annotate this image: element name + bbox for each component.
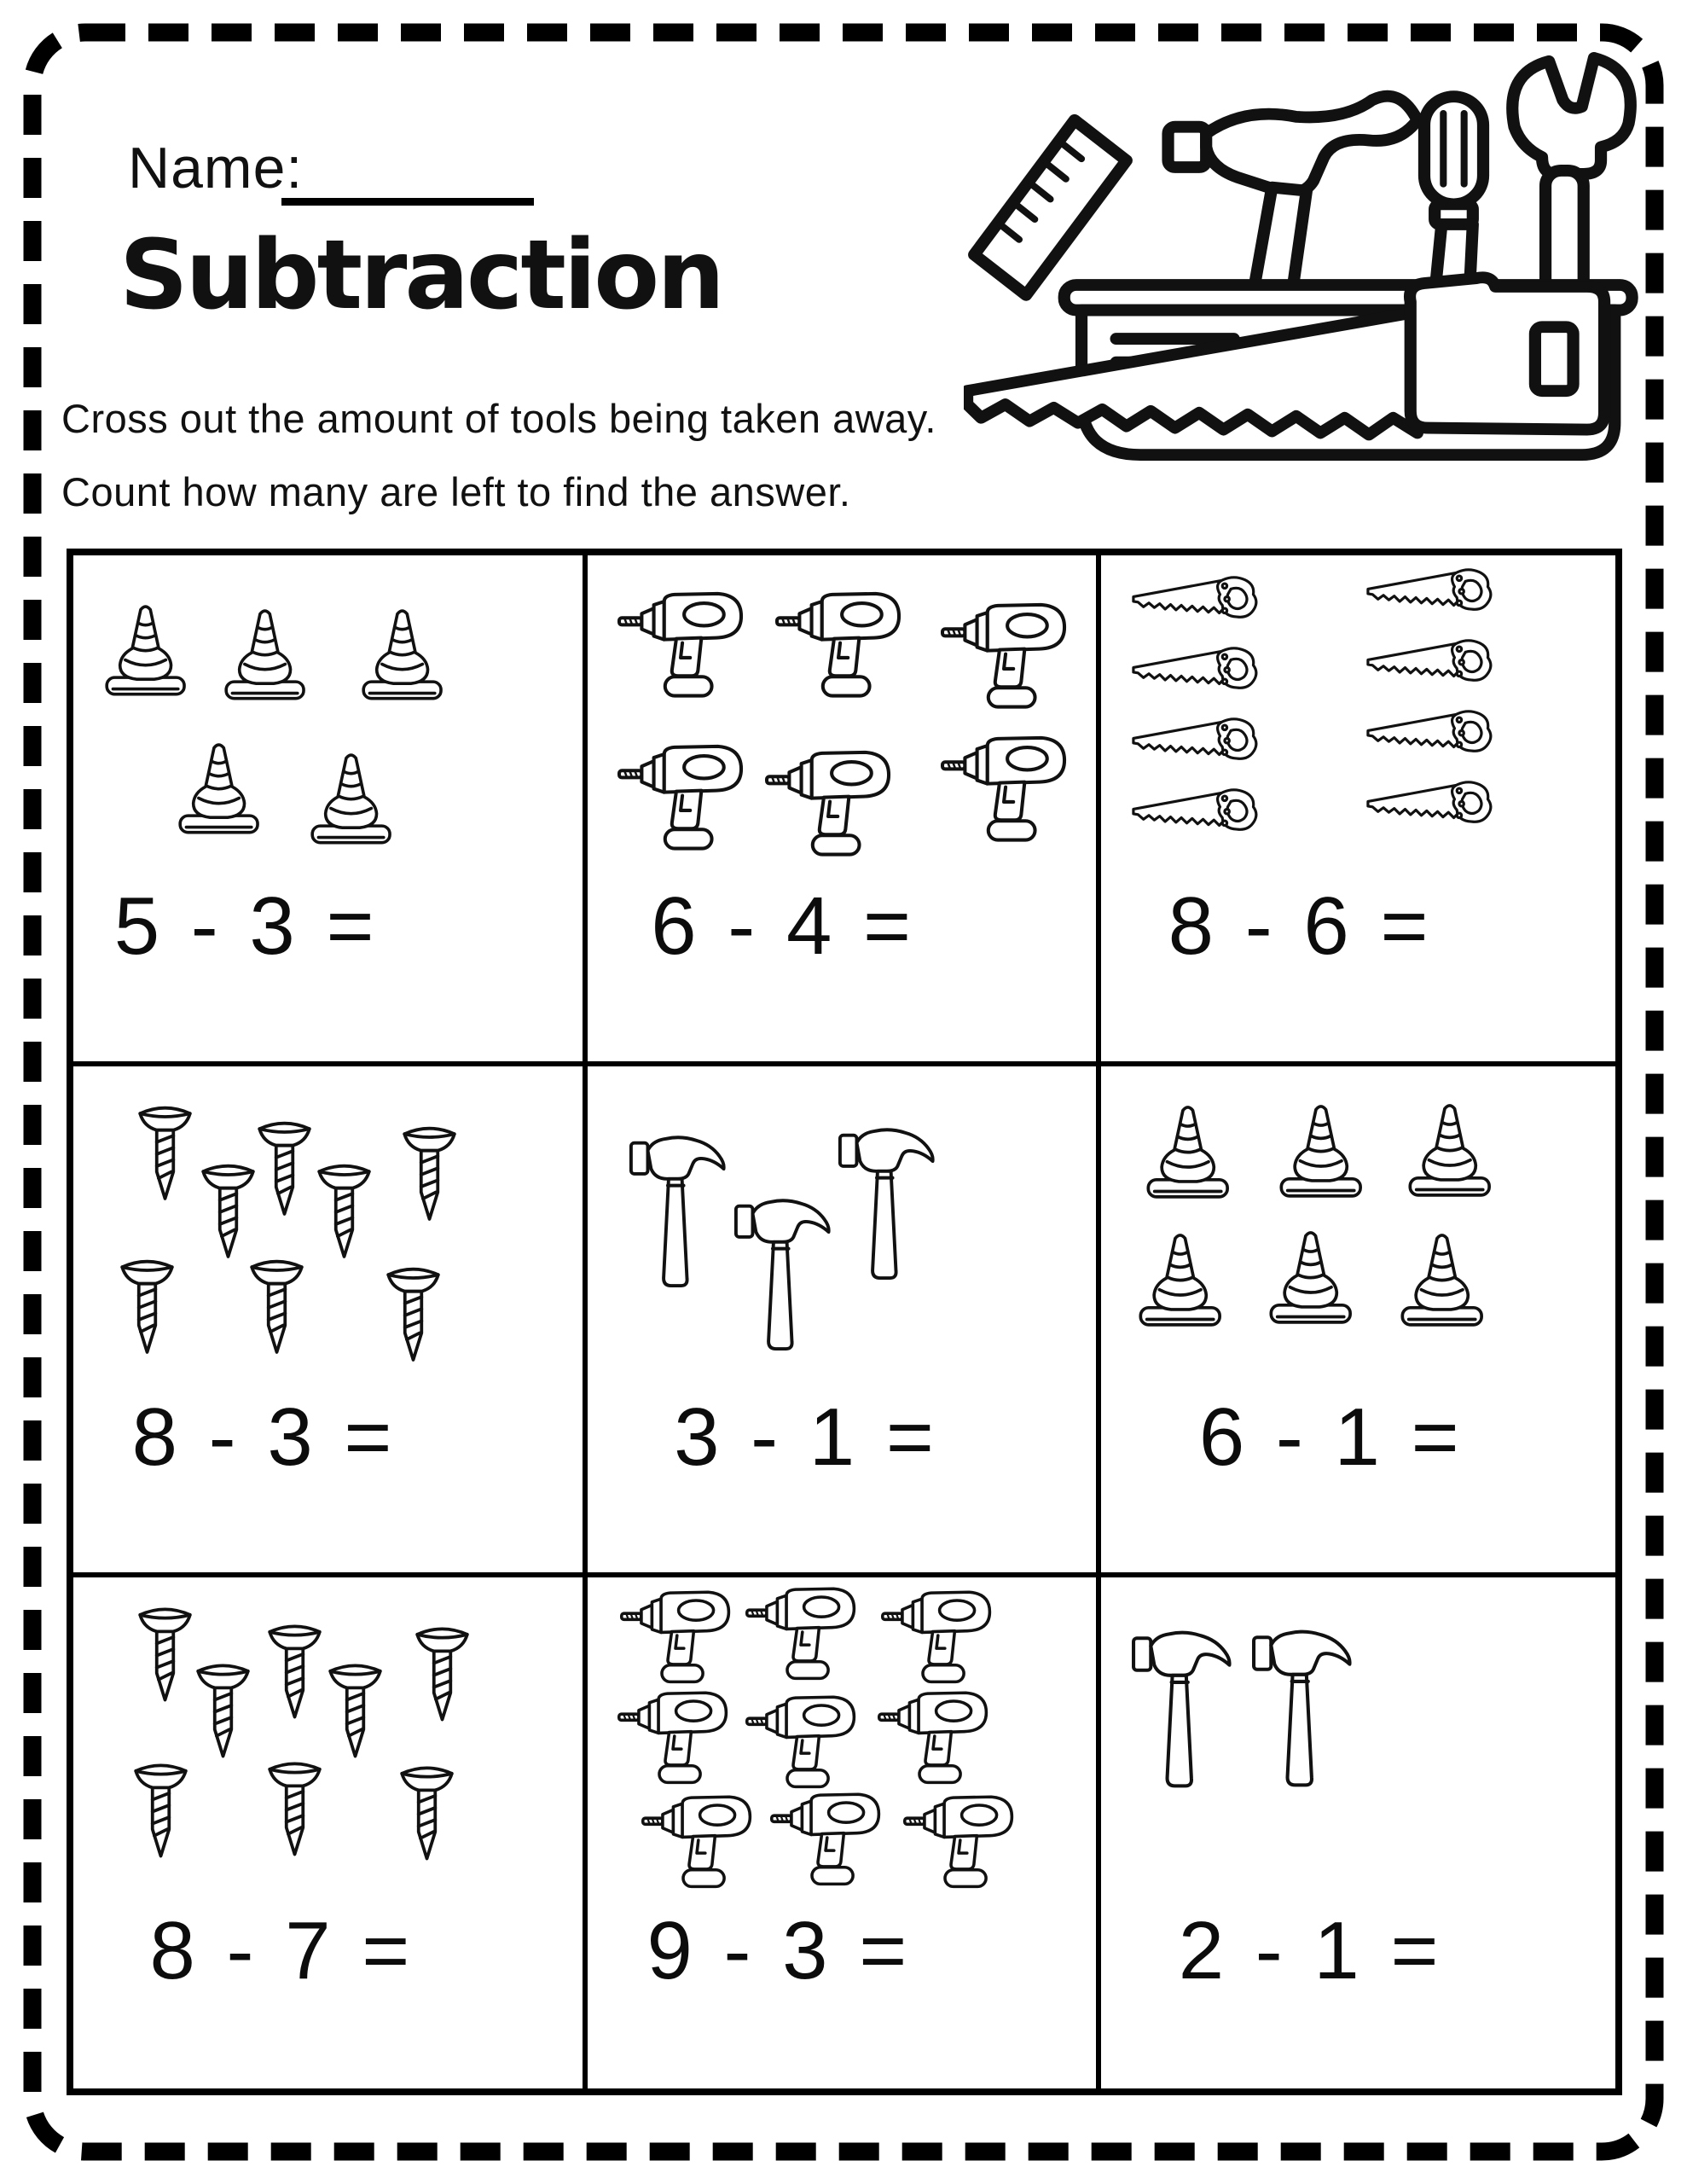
traffic-cone-icon — [1135, 1223, 1225, 1336]
drill-icon — [881, 1588, 995, 1685]
drill-icon — [620, 1588, 734, 1685]
hammer-icon — [628, 1114, 732, 1310]
problem-cell-9 — [1101, 1577, 1615, 2088]
equation: 3 - 1 = — [674, 1391, 938, 1483]
screw-icon — [328, 1652, 383, 1770]
screw-icon — [137, 1095, 193, 1212]
problem-cell-3 — [1101, 555, 1615, 1066]
screw-icon — [399, 1754, 455, 1873]
drill-icon — [617, 587, 747, 700]
equation: 9 - 3 = — [646, 1905, 912, 1997]
saw-icon — [1359, 639, 1503, 705]
screw-icon — [137, 1595, 193, 1714]
equation: 6 - 1 = — [1198, 1391, 1464, 1483]
drill-icon — [765, 746, 895, 859]
drill-icon — [745, 1584, 860, 1682]
traffic-cone-icon — [1143, 1095, 1232, 1208]
traffic-cone-icon — [101, 587, 189, 713]
drill-icon — [770, 1790, 884, 1887]
instructions-line-1: Cross out the amount of tools being taken away. — [61, 396, 936, 441]
traffic-cone-icon — [358, 591, 446, 717]
equation: 6 - 4 = — [651, 880, 916, 972]
drill-icon — [903, 1792, 1017, 1890]
page-title: Subtraction — [119, 220, 722, 331]
drill-icon — [617, 1688, 732, 1786]
traffic-cone-icon — [1397, 1223, 1487, 1336]
screw-icon — [267, 1750, 322, 1868]
traffic-cone-icon — [1266, 1221, 1355, 1333]
equation: 8 - 3 = — [131, 1391, 397, 1483]
problem-cell-1 — [73, 555, 588, 1066]
name-row — [128, 135, 303, 201]
hammer-icon — [1130, 1612, 1238, 1807]
traffic-cone-icon — [1405, 1094, 1494, 1206]
drill-icon — [941, 598, 1070, 712]
saw-icon — [1124, 576, 1268, 642]
equation: 2 - 1 = — [1178, 1905, 1443, 1997]
toolbox-with-tools-icon — [964, 49, 1656, 520]
screw-icon — [200, 1153, 256, 1270]
screw-icon — [195, 1652, 251, 1770]
hammer-icon — [733, 1177, 837, 1373]
screw-icon — [415, 1615, 470, 1734]
equation: 8 - 6 = — [1168, 880, 1433, 972]
screw-icon — [316, 1153, 372, 1270]
problems-grid — [67, 549, 1622, 2095]
equation: 8 - 7 = — [149, 1905, 415, 1997]
saw-icon — [1359, 781, 1503, 846]
screw-icon — [257, 1110, 312, 1228]
screw-icon — [133, 1751, 188, 1870]
saw-icon — [1359, 710, 1503, 775]
traffic-cone-icon — [175, 725, 263, 851]
drill-icon — [617, 740, 747, 853]
screw-icon — [267, 1612, 322, 1731]
problem-cell-2 — [588, 555, 1102, 1066]
instructions-line-2: Count how many are left to find the answer. — [61, 468, 851, 514]
problem-cell-6 — [1101, 1066, 1615, 1577]
saw-icon — [1359, 568, 1503, 634]
screw-icon — [249, 1248, 304, 1366]
drill-icon — [775, 587, 905, 700]
drill-icon — [641, 1792, 756, 1890]
problem-cell-4 — [73, 1066, 588, 1577]
drill-icon — [745, 1693, 860, 1790]
screw-icon — [119, 1248, 175, 1366]
traffic-cone-icon — [221, 591, 309, 717]
problem-cell-5 — [588, 1066, 1102, 1577]
traffic-cone-icon — [307, 735, 395, 862]
traffic-cone-icon — [1276, 1095, 1365, 1207]
problem-cell-8 — [588, 1577, 1102, 2088]
problem-cell-7 — [73, 1577, 588, 2088]
name-label: Name: — [128, 136, 304, 200]
saw-icon — [1124, 717, 1268, 783]
saw-icon — [1124, 788, 1268, 854]
screw-icon — [402, 1115, 457, 1233]
hammer-icon — [837, 1107, 941, 1302]
instructions — [61, 382, 936, 528]
equation: 5 - 3 = — [113, 880, 379, 972]
drill-icon — [941, 731, 1070, 845]
drill-icon — [878, 1688, 992, 1786]
hammer-icon — [1250, 1612, 1359, 1806]
screw-icon — [386, 1256, 441, 1374]
name-blank-line[interactable] — [281, 198, 534, 206]
saw-icon — [1124, 647, 1268, 712]
